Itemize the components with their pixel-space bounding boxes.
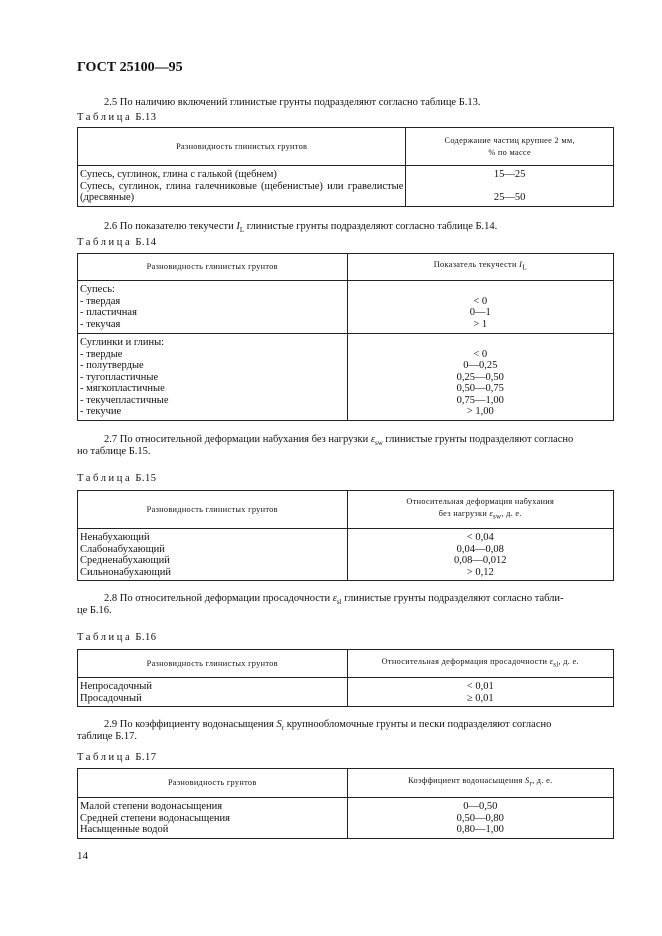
table-row-name: - твердые [78, 349, 348, 361]
table-row-name: Малой степени водонасыщения [78, 798, 348, 813]
paragraph-2-8-line1: 2.8 По относительной деформации просадочности $\varepsilon_{sl}$ глинистые грунты подразделяют согласно табли- [104, 593, 564, 607]
table-group-title: Суглинки и глины: [78, 334, 348, 349]
table-b15-label: Таблица Б.15 [77, 473, 157, 484]
paragraph-2-5: 2.5 По наличию включений глинистые грунты подразделяют согласно таблице Б.13. [104, 97, 481, 108]
table-row-value: > 0,12 [347, 567, 613, 581]
table-row-value: 25—50 [406, 181, 614, 207]
table-row-name: - текучепластичные [78, 395, 348, 407]
table-row-name: - текучая [78, 319, 348, 334]
table-b14-col2-header: Показатель текучести $I_L$ [347, 254, 613, 281]
table-b15-col1-header: Разновидность глинистых грунтов [78, 491, 348, 529]
table-row-value: 0,04—0,08 [347, 544, 613, 556]
table-row-name: Сильнонабухающий [78, 567, 348, 581]
table-row-value: < 0 [347, 296, 613, 308]
table-row-name: Просадочный [78, 693, 348, 707]
table-row-name: Насыщенные водой [78, 824, 348, 838]
table-b17-label: Таблица Б.17 [77, 752, 157, 763]
table-row-value: > 1,00 [347, 406, 613, 420]
table-row-value: 0—1 [347, 307, 613, 319]
table-b15 [77, 490, 614, 581]
table-row-name: - мягкопластичные [78, 383, 348, 395]
table-row-name: Средней степени водонасыщения [78, 813, 348, 825]
table-b14-label: Таблица Б.14 [77, 237, 157, 248]
table-row-value: 0,75—1,00 [347, 395, 613, 407]
table-b17-col1-header: Разновидность грунтов [78, 769, 348, 798]
table-row-value: ≥ 0,01 [347, 693, 614, 707]
table-row-name: - тугопластичные [78, 372, 348, 384]
table-row-name: - текучие [78, 406, 348, 420]
table-b16-label: Таблица Б.16 [77, 632, 157, 643]
paragraph-2-6: 2.6 По показателю текучести $I_L$ глинистые грунты подразделяют согласно таблице Б.14. [104, 221, 498, 235]
table-b16 [77, 649, 614, 707]
table-row-value: 0,25—0,50 [347, 372, 613, 384]
paragraph-2-7-line2: но таблице Б.15. [77, 446, 151, 457]
table-row-name: Слабонабухающий [78, 544, 348, 556]
table-row-name: - пластичная [78, 307, 348, 319]
table-row-value: 15—25 [406, 166, 614, 181]
table-b13-label: Таблица Б.13 [77, 112, 157, 123]
table-row-value: 0,50—0,75 [347, 383, 613, 395]
table-row-name: Средненабухающий [78, 555, 348, 567]
table-b13-col1-header: Разновидность глинистых грунтов [78, 128, 406, 166]
paragraph-2-9-line1: 2.9 По коэффициенту водонасыщения $S_r$ крупнообломочные грунты и пески подразделяют согласно [104, 719, 552, 733]
table-row-name: Супесь, суглинок, глина галечниковые (щебенистые) или гравелистые (дресвяные) [78, 181, 406, 207]
table-row-value: < 0 [347, 349, 613, 361]
table-b13 [77, 127, 614, 207]
table-row-value: 0—0,50 [347, 798, 614, 813]
paragraph-2-9-line2: таблице Б.17. [77, 731, 138, 742]
paragraph-2-7-line1: 2.7 По относительной деформации набухания без нагрузки $\varepsilon_{sw}$ глинистые грунты подразделяют согласно [104, 434, 574, 448]
table-row-name: - твердая [78, 296, 348, 308]
table-b13-col2-header: Содержание частиц крупнее 2 мм, % по массе [406, 128, 614, 166]
table-b16-col2-header: Относительная деформация просадочности $\varepsilon_{sl}$, д. е. [347, 650, 614, 678]
table-row-name: Непросадочный [78, 678, 348, 693]
table-row-value: < 0,04 [347, 529, 613, 544]
paragraph-2-8-line2: це Б.16. [77, 605, 112, 616]
document-header: ГОСТ 25100—95 [77, 60, 183, 75]
page-number: 14 [77, 850, 88, 862]
table-row-name: Ненабухающий [78, 529, 348, 544]
table-row-name: Супесь, суглинок, глина с галькой (щебнем) [78, 166, 406, 181]
table-group-title: Супесь: [78, 281, 348, 296]
table-b17-col2-header: Коэффициент водонасыщения $S_r$, д. е. [347, 769, 614, 798]
table-b17 [77, 768, 614, 839]
table-row-value: 0,80—1,00 [347, 824, 614, 838]
table-b16-col1-header: Разновидность глинистых грунтов [78, 650, 348, 678]
table-b14 [77, 253, 614, 421]
table-row-name: - полутвердые [78, 360, 348, 372]
table-row-value: > 1 [347, 319, 613, 334]
table-row-value: 0—0,25 [347, 360, 613, 372]
table-b15-col2-header: Относительная деформация набухания без нагрузки $\varepsilon_{sw}$, д. е. [347, 491, 613, 529]
table-row-value: 0,50—0,80 [347, 813, 614, 825]
table-b14-col1-header: Разновидность глинистых грунтов [78, 254, 348, 281]
table-row-value: 0,08—0,012 [347, 555, 613, 567]
table-row-value: < 0,01 [347, 678, 614, 693]
